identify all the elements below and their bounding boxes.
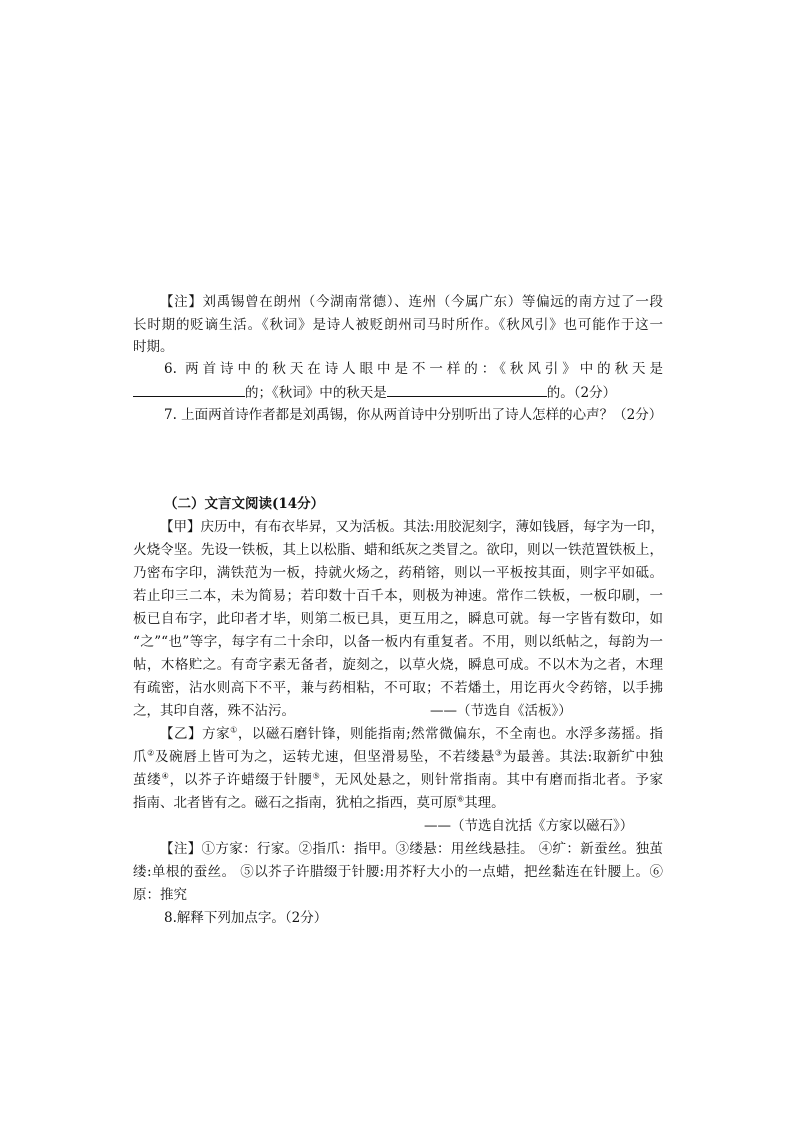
note1-line-1: 【注】刘禹锡曾在朗州（今湖南常德）、连州（今属广东）等偏远的南方过了一段 — [160, 294, 663, 310]
answer-blank-2[interactable] — [387, 381, 547, 397]
footnote-mark-6: ⑥ — [457, 794, 465, 804]
passage-jia-line-1: 【甲】庆历中，有布衣毕昇，又为活板。其法:用胶泥刻字，薄如钱唇，每字为一印， — [160, 519, 665, 535]
note2-line-3: 原：推究 — [133, 887, 187, 903]
note2-line-2: 缕:单根的蚕丝。 ⑤以芥子许腊缀于针腰:用芥籽大小的一点蜡，把丝黏连在针腰上。⑥ — [133, 864, 663, 880]
note2-line-1: 【注】①方家：行家。②指爪：指甲。③缕悬：用丝线悬挂。 ④纩：新蚕丝。独茧 — [160, 841, 663, 857]
question-6-text-b: 的。（2分） — [546, 385, 617, 401]
passage-yi-line-3: 茧缕④，以芥子许蜡缀于针腰⑤，无风处悬之，则针常指南。其中有磨而指北者。予家 — [133, 771, 664, 788]
passage-jia-line-5: 板已自布字，此印者才毕，则第二板已具，更互用之，瞬息可就。每一字皆有数印，如 — [133, 611, 663, 627]
passage-jia-line-8: 有疏密，沾水则高下不平，兼与药相粘，不可取；不若燔土，用讫再火令药镕，以手拂 — [133, 680, 663, 696]
passage-jia-source: ——（节选自《活板》） — [430, 703, 572, 719]
question-6-line-1: 6. 两首诗中的秋天在诗人眼中是不一样的：《秋风引》中的秋天是 — [164, 361, 663, 377]
answer-blank-1[interactable] — [133, 381, 245, 397]
passage-yi-line-2: 爪②及碗唇上皆可为之，运转尤速，但坚滑易坠，不若缕悬③为最善。其法:取新纩中独 — [133, 748, 664, 765]
passage-yi-line-4: 指南、北者皆有之。磁石之指南，犹柏之指西，莫可原⑥其理。 — [133, 794, 505, 811]
passage-jia-line-2: 火烧令坚。先设一铁板，其上以松脂、蜡和纸灰之类冒之。欲印，则以一铁范置铁板上， — [133, 542, 663, 558]
footnote-mark-2: ② — [147, 748, 156, 758]
passage-jia-line-6: “之”“也”等字，每字有二十余印，以备一板内有重复者。不用，则以纸帖之，每韵为一 — [133, 634, 663, 650]
question-8: 8.解释下列加点字。（2分） — [164, 910, 328, 926]
passage-jia-line-7: 帖，木格贮之。有奇字素无备者，旋刻之，以草火烧，瞬息可成。不以木为之者，木理 — [133, 657, 663, 673]
section-2-title: （二）文言文阅读(14分） — [164, 496, 325, 512]
passage-yi-line-1: 【乙】方家①，以磁石磨针锋，则能指南;然常微偏东，不全南也。水浮多荡摇。指 — [160, 725, 663, 742]
passage-jia-line-3: 乃密布字印，满铁范为一板，持就火炀之，药稍镕，则以一平板按其面，则字平如砥。 — [133, 565, 663, 581]
footnote-mark-3: ③ — [494, 748, 503, 758]
question-7: 7. 上面两首诗作者都是刘禹锡，你从两首诗中分别听出了诗人怎样的心声？（2分） — [164, 407, 663, 423]
passage-jia-line-9: 之，其印自落，殊不沾污。 — [133, 703, 295, 719]
passage-jia-line-4: 若止印三二本，未为简易；若印数十百千本，则极为神速。常作二铁板，一板印刷，一 — [133, 588, 663, 604]
question-6-text-a: 的；《秋词》中的秋天是 — [245, 385, 387, 401]
question-6-line-2 — [133, 381, 663, 404]
passage-yi-source: ——（节选自沈括《方家以磁石》） — [424, 818, 634, 834]
note1-line-3: 时期。 — [133, 339, 174, 355]
footnote-mark-5: ⑤ — [312, 771, 321, 781]
footnote-mark-1: ① — [230, 725, 238, 735]
note1-line-2: 长时期的贬谪生活。《秋词》是诗人被贬朗州司马时所作。《秋风引》也可能作于这一 — [133, 317, 663, 333]
footnote-mark-4: ④ — [161, 771, 170, 781]
